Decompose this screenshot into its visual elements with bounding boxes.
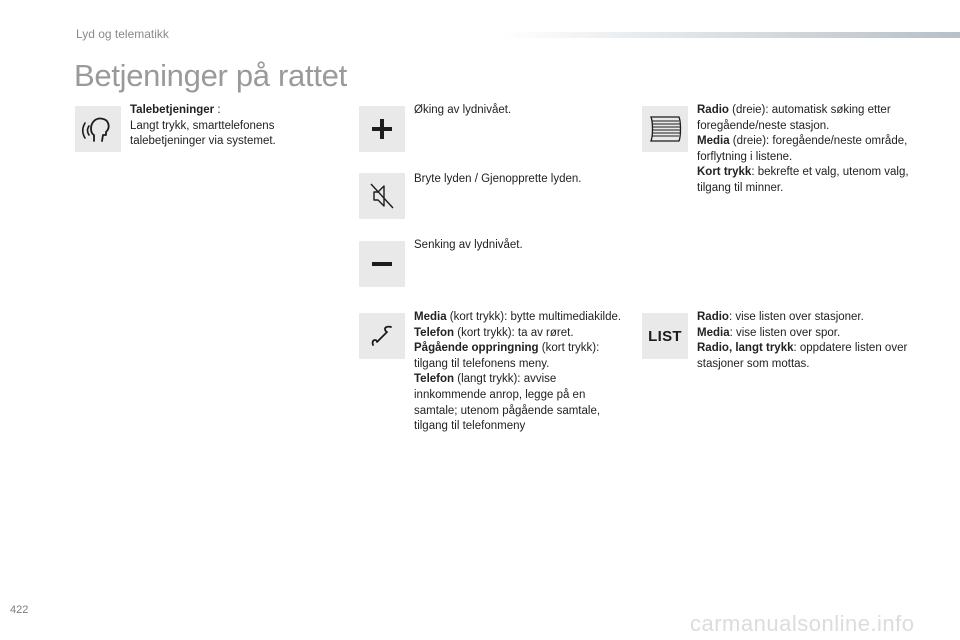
thumbwheel-description: Radio (dreie): automatisk søking etter foregående/neste stasjon. Media (dreie): foregående/neste område, forflytning i listene. Kort trykk: bekrefte et valg, utenom valg, tilgang til minner. <box>697 104 909 194</box>
list-description: Radio: vise listen over stasjoner. Media: vise listen over spor. Radio, langt trykk: oppdatere listen over stasjoner som mottas. <box>697 311 908 370</box>
page-number: 422 <box>10 604 29 616</box>
list-button-text: LIST <box>648 327 682 345</box>
phone-media-label: Media <box>414 311 447 323</box>
minus-icon <box>359 241 405 287</box>
phone-ongoing-label: Pågående oppringning <box>414 342 539 355</box>
mute-icon <box>359 173 405 219</box>
thumbwheel-radio-label: Radio <box>697 104 729 116</box>
phone-telefon-label: Telefon <box>414 326 455 339</box>
watermark: carmanualsonline.info <box>690 611 915 636</box>
voice-command-icon <box>75 106 121 152</box>
volume-up-description: Øking av lydnivået. <box>414 104 512 116</box>
voice-text: Langt trykk, smarttelefonens talebetjeninger via systemet. <box>130 119 276 148</box>
thumbwheel-icon <box>642 106 688 152</box>
phone-icon <box>359 313 405 359</box>
list-long-label: Radio, langt trykk <box>697 342 794 355</box>
phone-description: Media (kort trykk): bytte multimediakilde. Telefon (kort trykk): ta av røret. Pågående oppringning (kort trykk): tilgang til telefonens meny. Telefon (langt trykk): avvise innkommende anrop, legge på en samtale; utenom pågående samtale, tilgang til telefonmeny <box>414 311 622 433</box>
list-radio-label: Radio <box>697 311 729 323</box>
thumbwheel-media-label: Media <box>697 135 730 148</box>
header-divider <box>500 32 960 38</box>
mute-description: Bryte lyden / Gjenopprette lyden. <box>414 173 582 185</box>
plus-icon <box>359 106 405 152</box>
voice-description: Talebetjeninger : Langt trykk, smarttelefonens talebetjeninger via systemet. <box>130 104 276 148</box>
list-button-icon <box>642 313 688 359</box>
list-media-label: Media <box>697 326 730 339</box>
volume-down-description: Senking av lydnivået. <box>414 239 523 251</box>
phone-long-label: Telefon <box>414 373 455 386</box>
voice-label: Talebetjeninger <box>130 104 215 116</box>
section-header: Lyd og telematikk <box>76 27 169 41</box>
page-title: Betjeninger på rattet <box>74 58 347 93</box>
thumbwheel-short-label: Kort trykk <box>697 166 752 179</box>
